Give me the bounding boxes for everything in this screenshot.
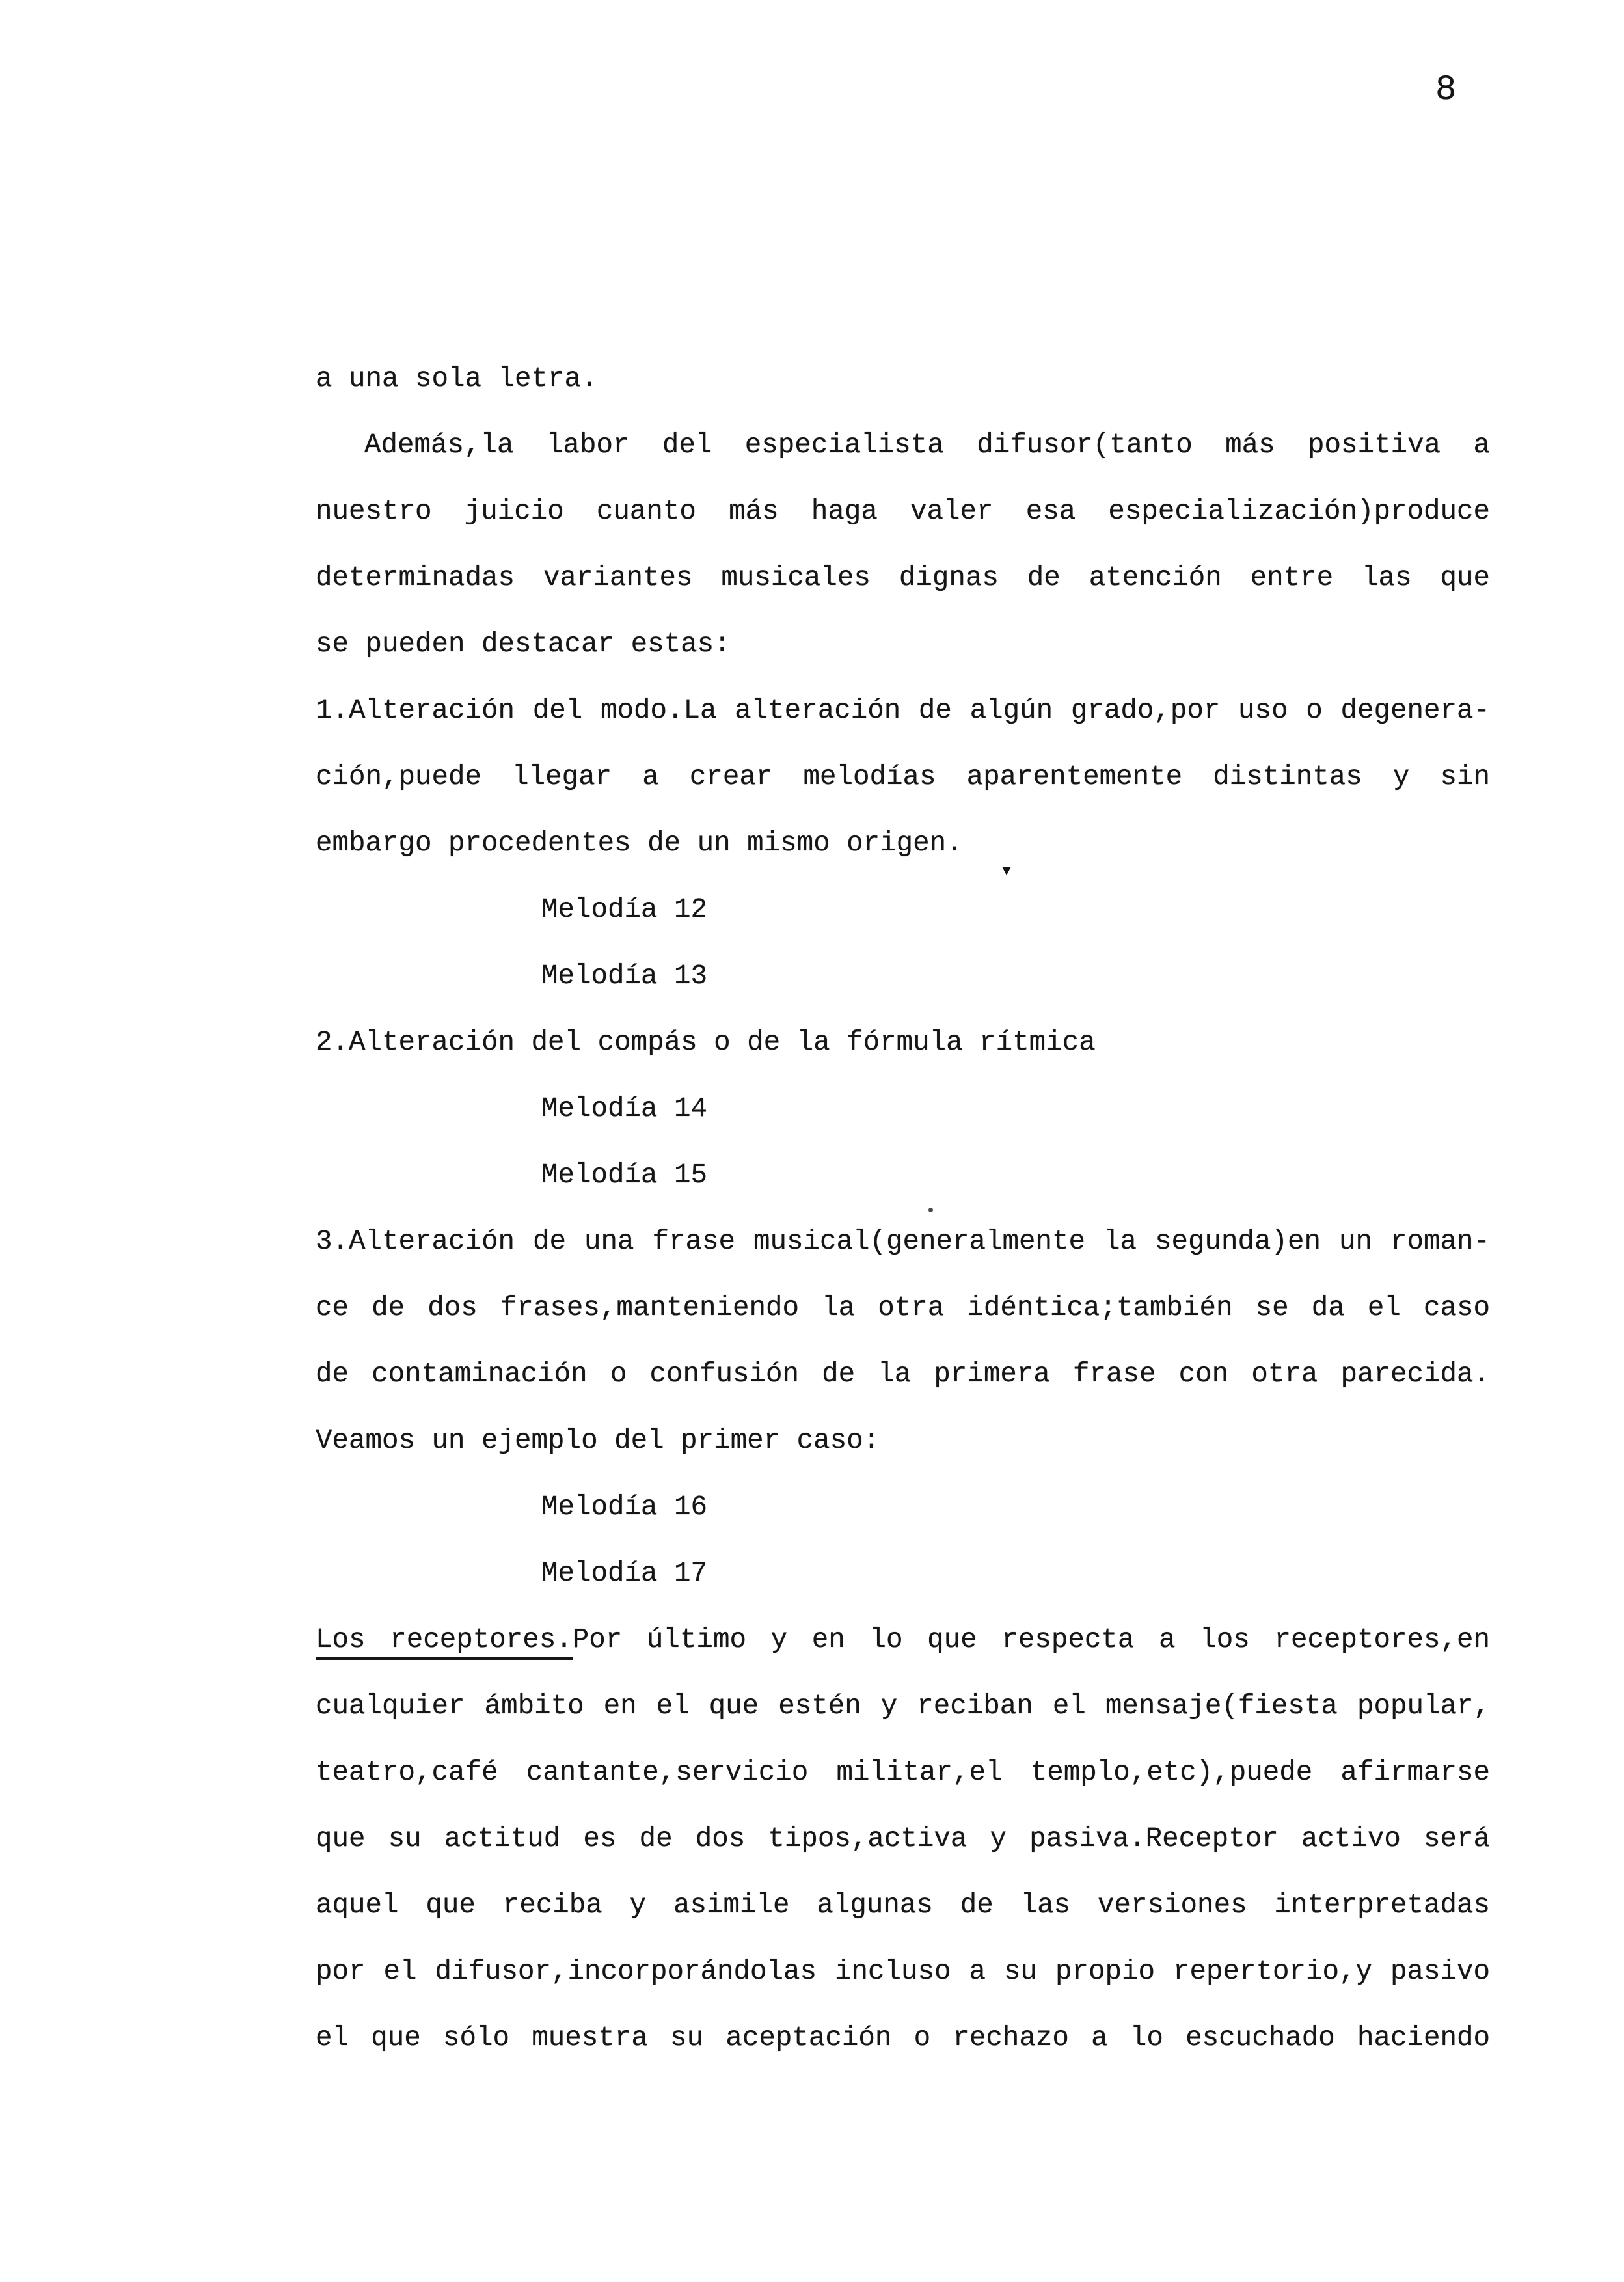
melodia-reference-line: Melodía 12 xyxy=(541,894,708,925)
text-line: teatro,café cantante,servicio militar,el templo,etc),puede afirmarse xyxy=(316,1757,1490,1788)
text-line xyxy=(316,1607,1490,1673)
text-line: de contaminación o confusión de la primera frase con otra parecida. xyxy=(316,1359,1490,1390)
text-line: que su actitud es de dos tipos,activa y pasiva.Receptor activo será xyxy=(316,1823,1490,1854)
melodia-reference-line: Melodía 13 xyxy=(541,960,708,992)
melodia-reference-line: Melodía 17 xyxy=(541,1558,708,1589)
text-run: Por último y en lo que respecta a los receptores,en xyxy=(572,1624,1490,1655)
text-line: nuestro juicio cuanto más haga valer esa especialización)produce xyxy=(316,496,1490,527)
list-item-1-line: 1.Alteración del modo.La alteración de algún grado,por uso o degenera- xyxy=(316,695,1490,726)
ink-speck-artifact xyxy=(1002,867,1011,875)
text-line: por el difusor,incorporándolas incluso a su propio repertorio,y pasivo xyxy=(316,1956,1490,1987)
melodia-reference-line: Melodía 14 xyxy=(541,1093,708,1124)
text-line: el que sólo muestra su aceptación o rechazo a lo escuchado haciendo xyxy=(316,2022,1490,2054)
list-item-3-line: 3.Alteración de una frase musical(generalmente la segunda)en un roman- xyxy=(316,1226,1490,1257)
los-receptores-heading: Los receptores. xyxy=(316,1624,573,1660)
text-line: a una sola letra. xyxy=(316,363,598,394)
text-line: embargo procedentes de un mismo origen. xyxy=(316,828,963,859)
text-line: determinadas variantes musicales dignas de atención entre las que xyxy=(316,562,1490,593)
list-item-2-line: 2.Alteración del compás o de la fórmula rítmica xyxy=(316,1027,1096,1058)
text-line: ción,puede llegar a crear melodías aparentemente distintas y sin xyxy=(316,761,1490,793)
text-line: Veamos un ejemplo del primer caso: xyxy=(316,1425,880,1456)
ink-dot-artifact xyxy=(928,1208,933,1212)
text-line: cualquier ámbito en el que estén y reciban el mensaje(fiesta popular, xyxy=(316,1691,1490,1722)
text-line: se pueden destacar estas: xyxy=(316,629,731,660)
page-number: 8 xyxy=(1435,70,1457,110)
text-line: Además,la labor del especialista difusor(tanto más positiva a xyxy=(364,429,1490,461)
text-line: ce de dos frases,manteniendo la otra idéntica;también se da el caso xyxy=(316,1292,1490,1324)
melodia-reference-line: Melodía 15 xyxy=(541,1160,708,1191)
text-block xyxy=(316,346,1490,2071)
text-line: aquel que reciba y asimile algunas de las versiones interpretadas xyxy=(316,1890,1490,1921)
melodia-reference-line: Melodía 16 xyxy=(541,1491,708,1523)
